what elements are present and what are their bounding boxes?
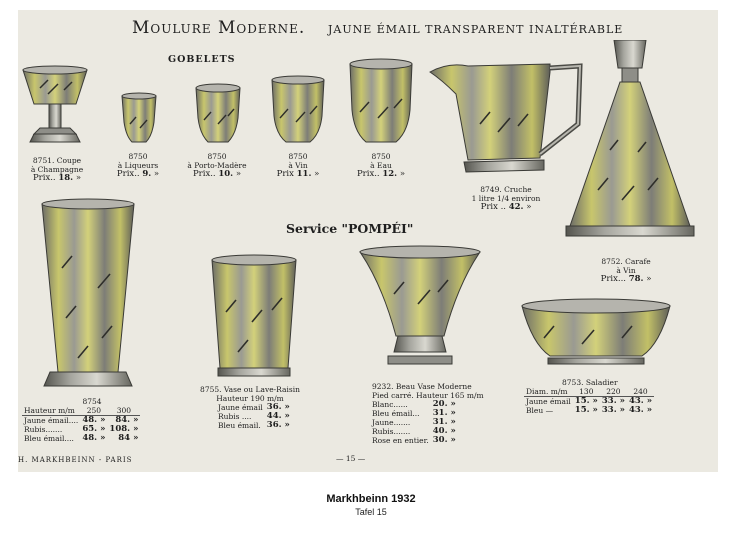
size-300: 300 — [107, 406, 140, 416]
price-value: 11. — [296, 169, 312, 179]
price-value: 43. — [628, 405, 644, 415]
price-value: 33. — [601, 405, 617, 415]
caption-8750-porto-use: à Porto-Madère — [187, 161, 247, 170]
price-value: 44. — [266, 411, 282, 421]
price-row — [524, 406, 654, 415]
size-250: 250 — [80, 406, 107, 416]
price-unit: » — [75, 173, 82, 183]
price-8751 — [28, 174, 86, 183]
catalog-plate — [18, 10, 718, 472]
glass-8750-eau-image — [346, 58, 416, 150]
price-label: Prix.. — [116, 169, 140, 179]
caption-8754-number: 8754 — [82, 397, 102, 406]
price-row — [216, 421, 292, 430]
vase-8755-image — [208, 252, 300, 380]
caption-8750-eau-name: 8750 — [371, 152, 391, 161]
caption-8751-name: 8751. Coupe — [32, 156, 82, 165]
price-label: Prix.. — [192, 169, 216, 179]
price-unit: » — [619, 405, 625, 415]
price-unit: » — [592, 405, 598, 415]
price-value: 15. — [574, 396, 590, 406]
price-value: 48. — [82, 415, 98, 425]
price-unit: » — [526, 202, 532, 212]
caption-8749-name: 8749. Cruche — [480, 185, 532, 194]
price-8749 — [458, 203, 554, 212]
caption-8750-vin-name: 8750 — [288, 152, 308, 161]
price-value: 31. — [432, 417, 448, 427]
price-value: 9. — [142, 169, 152, 179]
price-unit: » — [592, 396, 598, 406]
price-value: 43. — [628, 396, 644, 406]
vase-8754-image — [36, 198, 140, 398]
price-value: 48. — [82, 433, 98, 443]
caption-8753: 8753. Saladier — [562, 378, 618, 387]
size-240: 240 — [627, 387, 654, 397]
price-value: 20. — [432, 399, 448, 409]
price-value: 40. — [432, 426, 448, 436]
row-label: Bleu émail. — [218, 421, 261, 430]
price-unit: » — [646, 405, 653, 415]
caption-9232 — [372, 382, 484, 400]
glass-8750-liqueurs-image — [118, 92, 160, 148]
price-value: 36. — [266, 402, 282, 412]
price-unit: » — [399, 169, 406, 179]
row-label: Jaune émail — [526, 397, 571, 406]
caption-8750-liqueurs — [108, 152, 168, 179]
price-unit: » — [450, 408, 456, 418]
price-unit: » — [284, 411, 290, 421]
price-unit: » — [646, 396, 653, 406]
price-unit: » — [284, 420, 290, 430]
price-value: 65. — [82, 424, 98, 434]
hauteur-label: Hauteur m/m — [22, 406, 80, 416]
price-label: Prix.. — [356, 169, 380, 179]
caption-8750-vin-use: à Vin — [288, 161, 308, 170]
price-unit: » — [100, 424, 106, 434]
price-unit: » — [619, 396, 625, 406]
price-value: 108. — [109, 424, 131, 434]
price-unit: » — [314, 169, 320, 179]
price-label: Prix.. — [32, 173, 56, 183]
caption-8752-use: à Vin — [616, 266, 636, 275]
caption-8750-porto-name: 8750 — [207, 152, 227, 161]
image-caption-title: Markhbeinn 1932 — [326, 493, 416, 505]
row-label: Jaune....... — [372, 418, 411, 427]
glass-8750-porto-image — [192, 82, 244, 148]
price-unit: » — [100, 433, 106, 443]
price-value: 15. — [574, 405, 590, 415]
caption-8750-vin — [270, 152, 326, 179]
caption-8751 — [28, 156, 86, 183]
price-label: Prix — [276, 169, 294, 179]
price-8750-porto — [184, 170, 250, 179]
carafe-8752-image — [562, 40, 698, 244]
price-table-8755 — [216, 403, 292, 430]
price-row — [370, 436, 458, 445]
image-caption-subtitle: Tafel 15 — [355, 507, 387, 517]
price-table-9232 — [370, 400, 458, 445]
price-value: 12. — [382, 169, 398, 179]
glass-8751-image — [20, 64, 90, 156]
row-label: Blanc...... — [372, 400, 408, 409]
size-130: 130 — [573, 387, 600, 397]
price-unit: » — [133, 433, 139, 443]
price-unit: » — [100, 415, 106, 425]
price-value: 30. — [432, 435, 448, 445]
price-value: 33. — [601, 396, 617, 406]
price-unit: » — [450, 399, 456, 409]
price-value: 42. — [508, 202, 524, 212]
caption-8752-name: 8752. Carafe — [601, 257, 651, 266]
price-unit: » — [235, 169, 242, 179]
price-unit: » — [450, 435, 456, 445]
section-service-pompei: Service "POMPÉI" — [286, 221, 414, 236]
price-label: Prix... — [600, 274, 626, 284]
price-8750-vin — [270, 170, 326, 179]
price-table-8754 — [22, 406, 140, 443]
glass-8750-vin-image — [268, 74, 328, 150]
price-unit: » — [133, 415, 139, 425]
plate-title: Moulure Moderne. — [132, 18, 306, 38]
price-value: 36. — [266, 420, 282, 430]
caption-8755-height: Hauteur 190 m/m — [216, 394, 284, 403]
price-unit: » — [153, 169, 160, 179]
price-value: 18. — [58, 173, 74, 183]
footer-publisher: H. MARKHBEINN - PARIS — [18, 456, 133, 464]
bowl-8753-image — [518, 294, 674, 370]
row-label: Rubis .... — [218, 412, 252, 421]
price-table-8753 — [524, 387, 654, 415]
diam-label: Diam. m/m — [524, 387, 573, 397]
vase-9232-image — [358, 244, 482, 374]
row-label: Jaune émail.... — [24, 416, 79, 425]
price-8750-liqueurs — [108, 170, 168, 179]
row-label: Bleu émail.... — [24, 434, 74, 443]
price-8752 — [588, 275, 664, 284]
caption-8750-porto — [184, 152, 250, 179]
price-unit: » — [284, 402, 290, 412]
caption-8751-use: à Champagne — [30, 165, 84, 174]
price-row — [22, 434, 140, 443]
row-label: Jaune émail — [218, 403, 263, 412]
caption-8755-name: 8755. Vase ou Lave-Raisin — [200, 385, 300, 394]
row-label: Rose en entier. — [372, 436, 429, 445]
price-value: 10. — [218, 169, 234, 179]
size-220: 220 — [600, 387, 627, 397]
price-unit: » — [450, 417, 456, 427]
price-value: 84 — [118, 433, 131, 443]
page-number: — 15 — — [336, 454, 366, 463]
row-label: Rubis....... — [24, 425, 63, 434]
row-label: Bleu émail... — [372, 409, 420, 418]
row-label: Bleu — — [526, 406, 554, 415]
caption-8749 — [458, 185, 554, 212]
caption-8755 — [198, 385, 302, 403]
price-unit: » — [133, 424, 139, 434]
caption-9232-name: 9232. Beau Vase Moderne — [372, 382, 472, 391]
caption-8752 — [588, 257, 664, 284]
caption-9232-height: Pied carré. Hauteur 165 m/m — [372, 391, 484, 400]
caption-8750-eau-use: à Eau — [370, 161, 392, 170]
price-value: 84. — [115, 415, 131, 425]
price-8750-eau — [352, 170, 410, 179]
section-gobelets: GOBELETS — [168, 54, 236, 65]
price-value: 31. — [432, 408, 448, 418]
row-label: Rubis....... — [372, 427, 411, 436]
caption-8750-liqueurs-use: à Liqueurs — [117, 161, 159, 170]
price-unit: » — [646, 274, 652, 284]
caption-8750-eau — [352, 152, 410, 179]
price-value: 78. — [628, 274, 644, 284]
plate-subtitle: JAUNE ÉMAIL TRANSPARENT INALTÉRABLE — [328, 23, 624, 36]
price-unit: » — [450, 426, 456, 436]
price-label: Prix .. — [480, 202, 506, 212]
caption-8750-liqueurs-name: 8750 — [128, 152, 148, 161]
caption-8749-capacity: 1 litre 1/4 environ — [471, 194, 541, 203]
